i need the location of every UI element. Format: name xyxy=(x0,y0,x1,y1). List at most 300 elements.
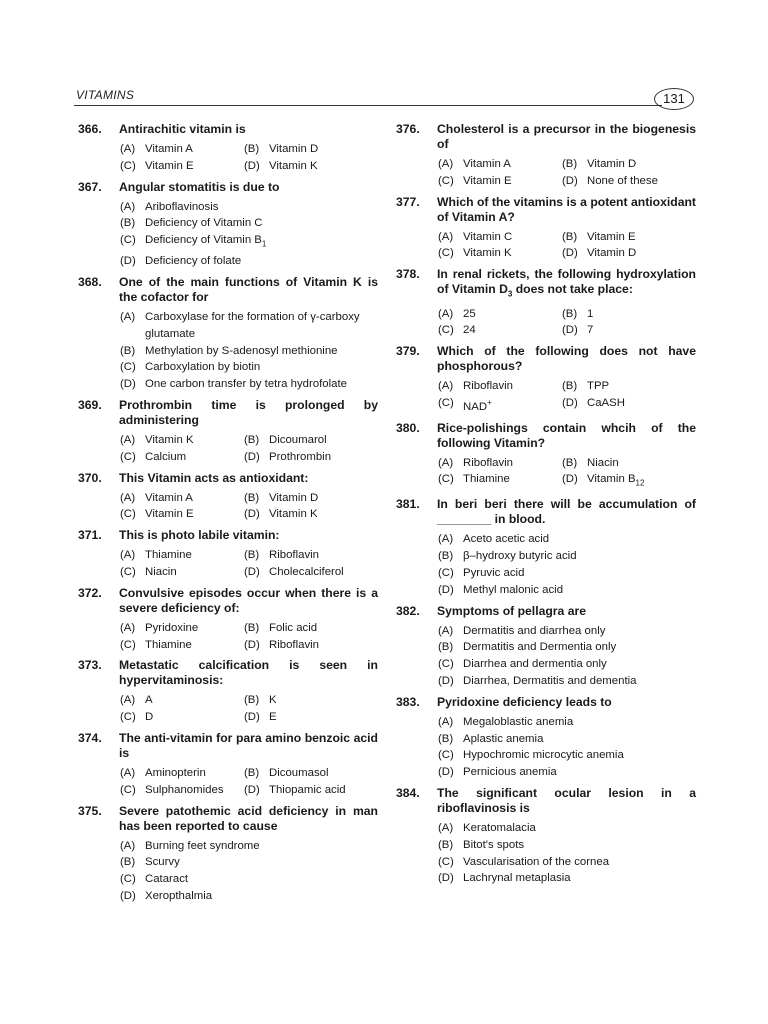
option-text-main: TPP xyxy=(587,380,610,393)
question-text-main: The significant ocular lesion in a riboflavinosis is xyxy=(437,786,696,816)
option-text xyxy=(145,376,378,393)
question-header xyxy=(78,275,378,305)
option-text-main: Vitamin K xyxy=(269,508,318,521)
answer-options xyxy=(120,141,378,175)
question-number: 376. xyxy=(396,122,420,136)
answer-option xyxy=(562,245,696,262)
question-number: 377. xyxy=(396,194,420,209)
question-number: 380. xyxy=(396,420,420,435)
page-header xyxy=(74,84,694,108)
answer-option xyxy=(438,731,696,748)
option-text-main: Niacin xyxy=(587,456,619,469)
option-label: (A) xyxy=(120,549,136,562)
option-label: (C) xyxy=(120,508,136,521)
option-label: (B) xyxy=(244,549,260,562)
option-text-main: 24 xyxy=(463,324,476,337)
answer-option xyxy=(120,854,378,871)
question-number: 382. xyxy=(396,603,420,618)
question-text xyxy=(119,804,378,834)
option-text-main: Vascularisation of the cornea xyxy=(463,855,610,868)
option-label: (B) xyxy=(244,694,260,707)
answer-options xyxy=(120,490,378,524)
option-text xyxy=(463,870,696,887)
option-text-main: Dermatitis and diarrhea only xyxy=(463,624,606,637)
option-label: (C) xyxy=(438,247,454,260)
question-number: 367. xyxy=(78,179,102,194)
question-item xyxy=(78,528,378,581)
option-label: (B) xyxy=(562,158,578,170)
option-text-main: Vitamin A xyxy=(145,491,193,504)
answer-option xyxy=(120,232,378,253)
page-number: 131 xyxy=(654,88,694,110)
answer-option xyxy=(120,620,244,637)
option-label: (D) xyxy=(562,324,578,337)
answer-option xyxy=(120,376,378,393)
option-text xyxy=(463,229,562,246)
option-label: (C) xyxy=(438,658,454,671)
answer-option xyxy=(120,709,244,726)
option-label: (A) xyxy=(120,767,136,780)
option-text xyxy=(145,253,378,270)
answer-option xyxy=(120,343,378,360)
question-text xyxy=(119,586,378,616)
option-text-main: 1 xyxy=(587,307,594,320)
option-text xyxy=(463,245,562,262)
question-item xyxy=(78,471,378,524)
option-superscript: + xyxy=(487,398,492,408)
option-text-main: Vitamin K xyxy=(269,159,318,172)
option-text-main: β–hydroxy butyric acid xyxy=(463,550,577,563)
answer-option xyxy=(438,173,562,190)
option-text-main: Vitamin E xyxy=(145,159,194,172)
option-label: (A) xyxy=(120,200,136,213)
option-label: (A) xyxy=(438,230,454,243)
option-text xyxy=(145,199,378,216)
option-text-main: Vitamin D xyxy=(269,491,319,504)
option-text xyxy=(463,471,562,492)
option-text xyxy=(269,490,378,507)
question-item xyxy=(396,267,696,339)
option-text xyxy=(145,620,244,637)
option-text xyxy=(587,322,696,339)
chapter-title: VITAMINS xyxy=(76,88,135,102)
option-text-main: 25 xyxy=(463,307,476,320)
question-header xyxy=(396,497,696,527)
option-label: (D) xyxy=(438,872,454,885)
question-text-main: Pyridoxine deficiency leads to xyxy=(437,694,612,709)
option-label: (D) xyxy=(244,783,260,796)
answer-options xyxy=(120,547,378,581)
answer-options xyxy=(120,838,378,905)
answer-option xyxy=(438,531,696,548)
option-text xyxy=(269,765,378,782)
left-column xyxy=(78,122,378,910)
question-header xyxy=(396,267,696,301)
option-text-main: Methyl malonic acid xyxy=(463,583,564,596)
option-text-main: D xyxy=(145,711,154,724)
option-text-main: One carbon transfer by tetra hydrofolate xyxy=(145,378,347,391)
option-text-main: Aceto acetic acid xyxy=(463,533,550,546)
option-label: (D) xyxy=(244,711,260,724)
option-text-main: Lachrynal metaplasia xyxy=(463,872,571,885)
option-text xyxy=(145,871,378,888)
option-text-main: K xyxy=(269,694,277,707)
option-label: (C) xyxy=(120,450,136,463)
option-text-main: Dicoumarol xyxy=(269,434,327,447)
option-label: (C) xyxy=(438,855,454,868)
option-text xyxy=(269,547,378,564)
option-text xyxy=(463,378,562,395)
question-item xyxy=(78,658,378,726)
answer-option xyxy=(438,639,696,656)
option-label: (B) xyxy=(562,380,578,393)
question-text-main: Prothrombin time is prolonged by administering xyxy=(119,398,378,428)
option-text xyxy=(463,548,696,565)
answer-option xyxy=(244,765,378,782)
option-text-main: Dicoumasol xyxy=(269,767,329,780)
option-text-main: Xeropthalmia xyxy=(145,890,213,902)
answer-option xyxy=(120,765,244,782)
option-label: (D) xyxy=(562,247,578,260)
option-text-main: Vitamin D xyxy=(587,158,637,170)
option-text-main: Aminopterin xyxy=(145,767,206,780)
question-item xyxy=(78,804,378,905)
option-text xyxy=(587,378,696,395)
option-label: (B) xyxy=(244,621,260,634)
question-number: 384. xyxy=(396,786,420,801)
option-text-main: Vitamin E xyxy=(463,174,512,187)
option-text xyxy=(463,673,696,690)
option-label: (D) xyxy=(244,450,260,463)
option-text-main: Scurvy xyxy=(145,856,180,869)
option-text-main: Dermatitis and Dermentia only xyxy=(463,641,617,654)
question-item xyxy=(78,122,378,175)
option-text xyxy=(587,156,696,173)
option-text xyxy=(145,637,244,654)
option-text xyxy=(587,395,696,416)
option-text xyxy=(269,432,378,449)
option-text-main: 7 xyxy=(587,324,594,337)
option-text xyxy=(145,709,244,726)
question-text xyxy=(437,421,696,451)
option-text-main: Prothrombin xyxy=(269,450,332,463)
question-text xyxy=(437,497,696,527)
option-text-main: Diarrhea and dermentia only xyxy=(463,658,607,671)
option-text-main: Thiopamic acid xyxy=(269,783,346,796)
option-label: (C) xyxy=(120,711,136,724)
answer-option xyxy=(120,564,244,581)
answer-options xyxy=(438,531,696,598)
question-text xyxy=(119,180,378,195)
answer-options xyxy=(438,623,696,690)
question-number: 375. xyxy=(78,803,102,818)
option-text-main: Deficiency of Vitamin B xyxy=(145,234,262,247)
answer-options xyxy=(438,306,696,340)
option-text xyxy=(145,547,244,564)
question-text-rest: does not take place: xyxy=(512,282,633,297)
question-text-main: Symptoms of pellagra are xyxy=(437,603,587,618)
option-text xyxy=(145,490,244,507)
answer-option xyxy=(562,229,696,246)
option-text xyxy=(463,837,696,854)
answer-option xyxy=(244,141,378,158)
option-text-main: Carboxylase for the formation of γ-carboxy glutamate xyxy=(145,311,360,340)
option-label: (B) xyxy=(244,767,260,780)
answer-options xyxy=(120,765,378,799)
question-header xyxy=(78,528,378,543)
option-text-main: Vitamin C xyxy=(463,230,513,243)
question-text xyxy=(119,528,378,543)
option-text-main: Pyridoxine xyxy=(145,621,199,634)
answer-option xyxy=(244,432,378,449)
answer-option xyxy=(438,156,562,173)
answer-option xyxy=(438,854,696,871)
question-text-main: Convulsive episodes occur when there is a severe deficiency of: xyxy=(119,585,378,615)
option-text-main: Hypochromic microcytic anemia xyxy=(463,749,624,762)
option-text-main: Vitamin D xyxy=(269,143,319,155)
option-text xyxy=(463,820,696,837)
option-text-main: Thiamine xyxy=(145,549,192,562)
option-text-main: Thiamine xyxy=(145,638,192,651)
question-header xyxy=(396,344,696,374)
question-header xyxy=(396,786,696,816)
option-text xyxy=(463,714,696,731)
option-text xyxy=(463,156,562,173)
option-label: (D) xyxy=(562,473,578,486)
answer-option xyxy=(438,245,562,262)
option-subscript: 1 xyxy=(261,239,267,249)
option-text xyxy=(463,173,562,190)
question-text xyxy=(437,122,696,152)
option-label: (A) xyxy=(438,533,454,546)
option-label: (B) xyxy=(438,838,454,851)
option-label: (C) xyxy=(438,567,454,580)
option-label: (C) xyxy=(438,397,454,410)
option-text xyxy=(463,854,696,871)
answer-option xyxy=(438,229,562,246)
answer-option xyxy=(562,306,696,323)
answer-option xyxy=(562,455,696,472)
question-text-main: In beri beri there will be accumulation of ________ in blood. xyxy=(437,497,696,527)
option-text xyxy=(145,232,378,253)
question-text xyxy=(119,731,378,761)
option-text-main: Riboflavin xyxy=(463,456,514,469)
answer-option xyxy=(244,709,378,726)
answer-option xyxy=(438,747,696,764)
option-text xyxy=(269,782,378,799)
option-label: (A) xyxy=(120,434,136,447)
option-subscript: 12 xyxy=(635,478,645,488)
option-text-main: Vitamin A xyxy=(463,158,511,170)
answer-options xyxy=(438,714,696,781)
option-label: (D) xyxy=(120,378,136,391)
question-text-main: Which of the vitamins is a potent antioxidant of Vitamin A? xyxy=(437,194,696,224)
option-label: (B) xyxy=(438,550,454,563)
answer-option xyxy=(438,656,696,673)
option-text xyxy=(145,141,244,158)
option-label: (B) xyxy=(120,217,136,230)
option-text-main: Vitamin D xyxy=(587,247,637,260)
answer-option xyxy=(120,838,378,855)
option-label: (A) xyxy=(438,822,454,835)
option-text xyxy=(145,692,244,709)
question-number: 369. xyxy=(78,398,102,413)
option-text xyxy=(145,838,378,855)
answer-option xyxy=(562,156,696,173)
option-text xyxy=(587,229,696,246)
answer-option xyxy=(438,820,696,837)
question-item xyxy=(396,786,696,887)
answer-option xyxy=(120,359,378,376)
option-text-main: Keratomalacia xyxy=(463,822,536,835)
question-item xyxy=(396,421,696,493)
question-number: 368. xyxy=(78,275,102,290)
question-item xyxy=(396,195,696,263)
question-text xyxy=(119,471,378,486)
option-text xyxy=(587,245,696,262)
option-text xyxy=(145,782,244,799)
option-label: (B) xyxy=(120,344,136,357)
question-item xyxy=(396,695,696,781)
option-label: (B) xyxy=(244,434,260,447)
question-text-main: The anti-vitamin for para amino benzoic acid is xyxy=(119,731,378,761)
option-label: (D) xyxy=(438,583,454,596)
question-header xyxy=(78,731,378,761)
option-text xyxy=(145,564,244,581)
answer-option xyxy=(244,564,378,581)
option-text-main: A xyxy=(145,694,153,707)
question-number: 379. xyxy=(396,344,420,359)
option-label: (B) xyxy=(562,307,578,320)
option-text-main: Cataract xyxy=(145,873,189,886)
answer-option xyxy=(244,158,378,175)
answer-option xyxy=(120,888,378,905)
question-text xyxy=(119,275,378,305)
answer-option xyxy=(438,837,696,854)
answer-option xyxy=(562,471,696,492)
answer-option xyxy=(120,141,244,158)
option-label: (C) xyxy=(120,638,136,651)
answer-option xyxy=(438,395,562,416)
answer-option xyxy=(562,395,696,416)
answer-option xyxy=(120,490,244,507)
option-text xyxy=(463,565,696,582)
question-text-main: This is photo labile vitamin: xyxy=(119,528,280,543)
answer-option xyxy=(120,692,244,709)
answer-option xyxy=(244,547,378,564)
option-label: (D) xyxy=(244,566,260,579)
answer-options xyxy=(438,229,696,263)
option-label: (D) xyxy=(562,397,578,410)
question-header xyxy=(78,180,378,195)
option-label: (C) xyxy=(120,873,136,886)
question-item xyxy=(396,604,696,690)
option-label: (D) xyxy=(438,675,454,688)
question-text xyxy=(437,344,696,374)
question-number: 372. xyxy=(78,585,102,600)
question-header xyxy=(396,604,696,619)
option-label: (A) xyxy=(438,715,454,728)
option-label: (A) xyxy=(120,839,136,852)
option-text xyxy=(269,709,378,726)
option-label: (C) xyxy=(120,566,136,579)
option-text-main: Vitamin A xyxy=(145,143,193,155)
question-text-main: Angular stomatitis is due to xyxy=(119,179,280,194)
option-text xyxy=(463,623,696,640)
answer-option xyxy=(438,322,562,339)
answer-option xyxy=(120,158,244,175)
option-text-main: Vitamin K xyxy=(463,247,512,260)
option-text-main: Ariboflavinosis xyxy=(145,200,219,213)
option-text-main: Calcium xyxy=(145,450,187,463)
option-label: (C) xyxy=(438,473,454,486)
option-text-main: Riboflavin xyxy=(463,380,514,393)
option-text xyxy=(587,306,696,323)
answer-options xyxy=(120,432,378,466)
question-item xyxy=(396,122,696,190)
option-text-main: NAD xyxy=(463,400,488,413)
question-header xyxy=(78,122,378,137)
answer-option xyxy=(562,378,696,395)
question-text-main: Severe patothemic acid deficiency in man has been reported to cause xyxy=(119,803,378,833)
answer-option xyxy=(438,548,696,565)
answer-option xyxy=(244,637,378,654)
question-header xyxy=(396,421,696,451)
option-text-main: None of these xyxy=(587,174,658,187)
question-number: 374. xyxy=(78,731,102,746)
question-header xyxy=(78,658,378,688)
answer-option xyxy=(244,506,378,523)
question-header xyxy=(396,695,696,710)
option-text xyxy=(269,620,378,637)
answer-option xyxy=(438,582,696,599)
question-number: 371. xyxy=(78,528,102,543)
option-text xyxy=(145,343,378,360)
answer-option xyxy=(438,455,562,472)
option-text-main: Vitamin B xyxy=(587,473,636,486)
option-text-main: Bitot's spots xyxy=(463,838,525,851)
option-label: (A) xyxy=(438,624,454,637)
option-text-main: Methylation by S-adenosyl methionine xyxy=(145,344,338,357)
answer-options xyxy=(120,309,378,393)
question-text xyxy=(119,398,378,428)
option-label: (D) xyxy=(244,159,260,172)
question-header xyxy=(78,398,378,428)
answer-option xyxy=(438,471,562,492)
answer-option xyxy=(562,173,696,190)
option-text xyxy=(145,765,244,782)
option-label: (A) xyxy=(120,621,136,634)
option-label: (A) xyxy=(120,694,136,707)
answer-option xyxy=(244,449,378,466)
question-item xyxy=(78,731,378,799)
option-text-main: Vitamin K xyxy=(145,434,194,447)
question-header xyxy=(78,471,378,486)
question-number: 378. xyxy=(396,267,420,282)
option-text xyxy=(463,731,696,748)
answer-option xyxy=(120,782,244,799)
option-text-main: Niacin xyxy=(145,566,177,579)
option-text xyxy=(463,764,696,781)
option-text-main: Vitamin E xyxy=(587,230,636,243)
question-item xyxy=(78,275,378,393)
option-text xyxy=(145,359,378,376)
option-text-main: Pernicious anemia xyxy=(463,766,557,779)
option-label: (D) xyxy=(244,508,260,521)
answer-option xyxy=(438,378,562,395)
option-text xyxy=(145,158,244,175)
answer-options xyxy=(438,820,696,887)
